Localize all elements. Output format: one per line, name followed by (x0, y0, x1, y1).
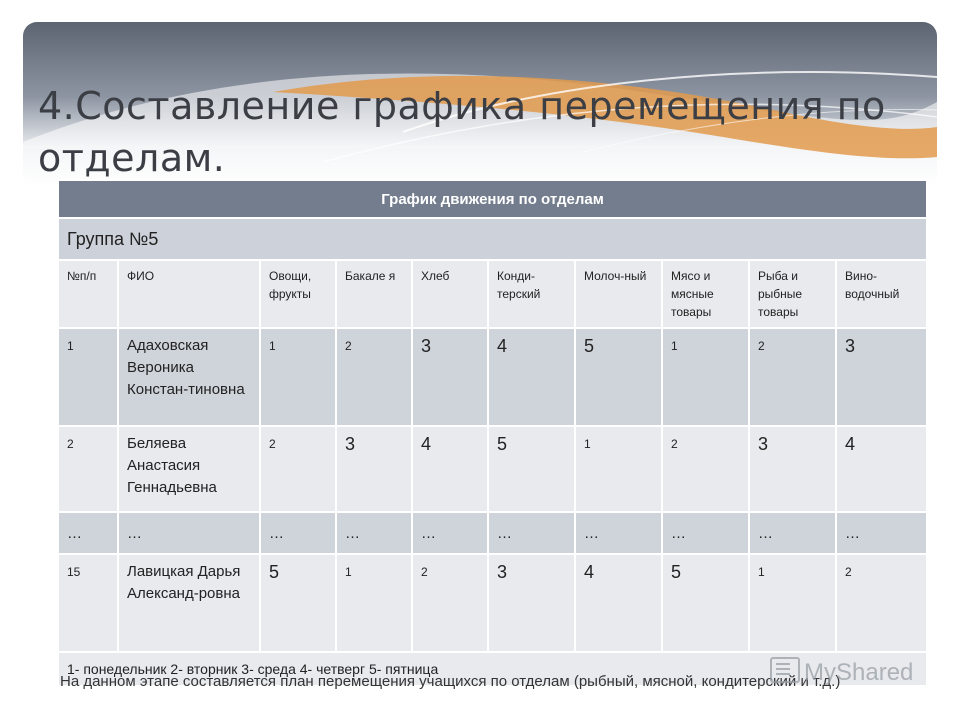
table-row (58, 512, 927, 554)
column-headers-row (58, 260, 927, 328)
day-cell: 1 (749, 554, 836, 652)
day-cell: … (336, 512, 412, 554)
day-cell: 2 (412, 554, 488, 652)
watermark-text: MyShared (804, 659, 914, 686)
day-cell: 4 (412, 426, 488, 512)
presentation-icon (770, 657, 800, 683)
column-header: Бакале я (336, 260, 412, 328)
slide-footnote: На данном этапе составляется план перемещения учащихся по отделам (рыбный, мясной, кондитерский и т.д.) (60, 673, 841, 690)
column-header: Мясо и мясные товары (662, 260, 749, 328)
group-label: Группа №5 (58, 218, 927, 260)
day-cell: … (260, 512, 336, 554)
day-cell: 2 (260, 426, 336, 512)
day-cell: … (412, 512, 488, 554)
day-cell: 4 (488, 328, 575, 426)
column-header: Хлеб (412, 260, 488, 328)
day-cell: 4 (836, 426, 927, 512)
day-cell: … (662, 512, 749, 554)
day-cell: 3 (836, 328, 927, 426)
column-header: Конди-терский (488, 260, 575, 328)
day-cell: 1 (260, 328, 336, 426)
student-name: Лавицкая Дарья Александ-ровна (118, 554, 260, 652)
row-number: … (58, 512, 118, 554)
day-cell: 2 (662, 426, 749, 512)
student-name: Адаховская Вероника Констан-тиновна (118, 328, 260, 426)
column-header: Овощи, фрукты (260, 260, 336, 328)
row-number: 2 (58, 426, 118, 512)
day-cell: 4 (575, 554, 662, 652)
table-row (58, 554, 927, 652)
day-cell: 2 (749, 328, 836, 426)
schedule-table (57, 179, 928, 687)
table-header: График движения по отделам (58, 180, 927, 218)
row-number: 15 (58, 554, 118, 652)
day-cell: … (488, 512, 575, 554)
day-cell: … (836, 512, 927, 554)
table-row (58, 426, 927, 512)
watermark (770, 657, 930, 687)
day-cell: 5 (575, 328, 662, 426)
column-header: №п/п (58, 260, 118, 328)
day-cell: … (575, 512, 662, 554)
day-cell: 1 (336, 554, 412, 652)
row-number: 1 (58, 328, 118, 426)
day-cell: 2 (836, 554, 927, 652)
table-header-row (58, 180, 927, 218)
group-row (58, 218, 927, 260)
day-cell: 5 (662, 554, 749, 652)
column-header: Вино-водочный (836, 260, 927, 328)
column-header: Молоч-ный (575, 260, 662, 328)
day-cell: 3 (336, 426, 412, 512)
day-cell: 2 (336, 328, 412, 426)
day-cell: 5 (260, 554, 336, 652)
day-cell: 3 (412, 328, 488, 426)
student-name: Беляева Анастасия Геннадьевна (118, 426, 260, 512)
table-row (58, 328, 927, 426)
day-cell: 5 (488, 426, 575, 512)
day-cell: 1 (662, 328, 749, 426)
column-header: Рыба и рыбные товары (749, 260, 836, 328)
day-cell: … (749, 512, 836, 554)
day-cell: 1 (575, 426, 662, 512)
slide-title: 4.Составление графика перемещения по отделам. (38, 84, 886, 180)
day-cell: 3 (488, 554, 575, 652)
day-cell: 3 (749, 426, 836, 512)
student-name: … (118, 512, 260, 554)
column-header: ФИО (118, 260, 260, 328)
weekday-legend: 1- понедельник 2- вторник 3- среда 4- четверг 5- пятница (58, 652, 927, 686)
